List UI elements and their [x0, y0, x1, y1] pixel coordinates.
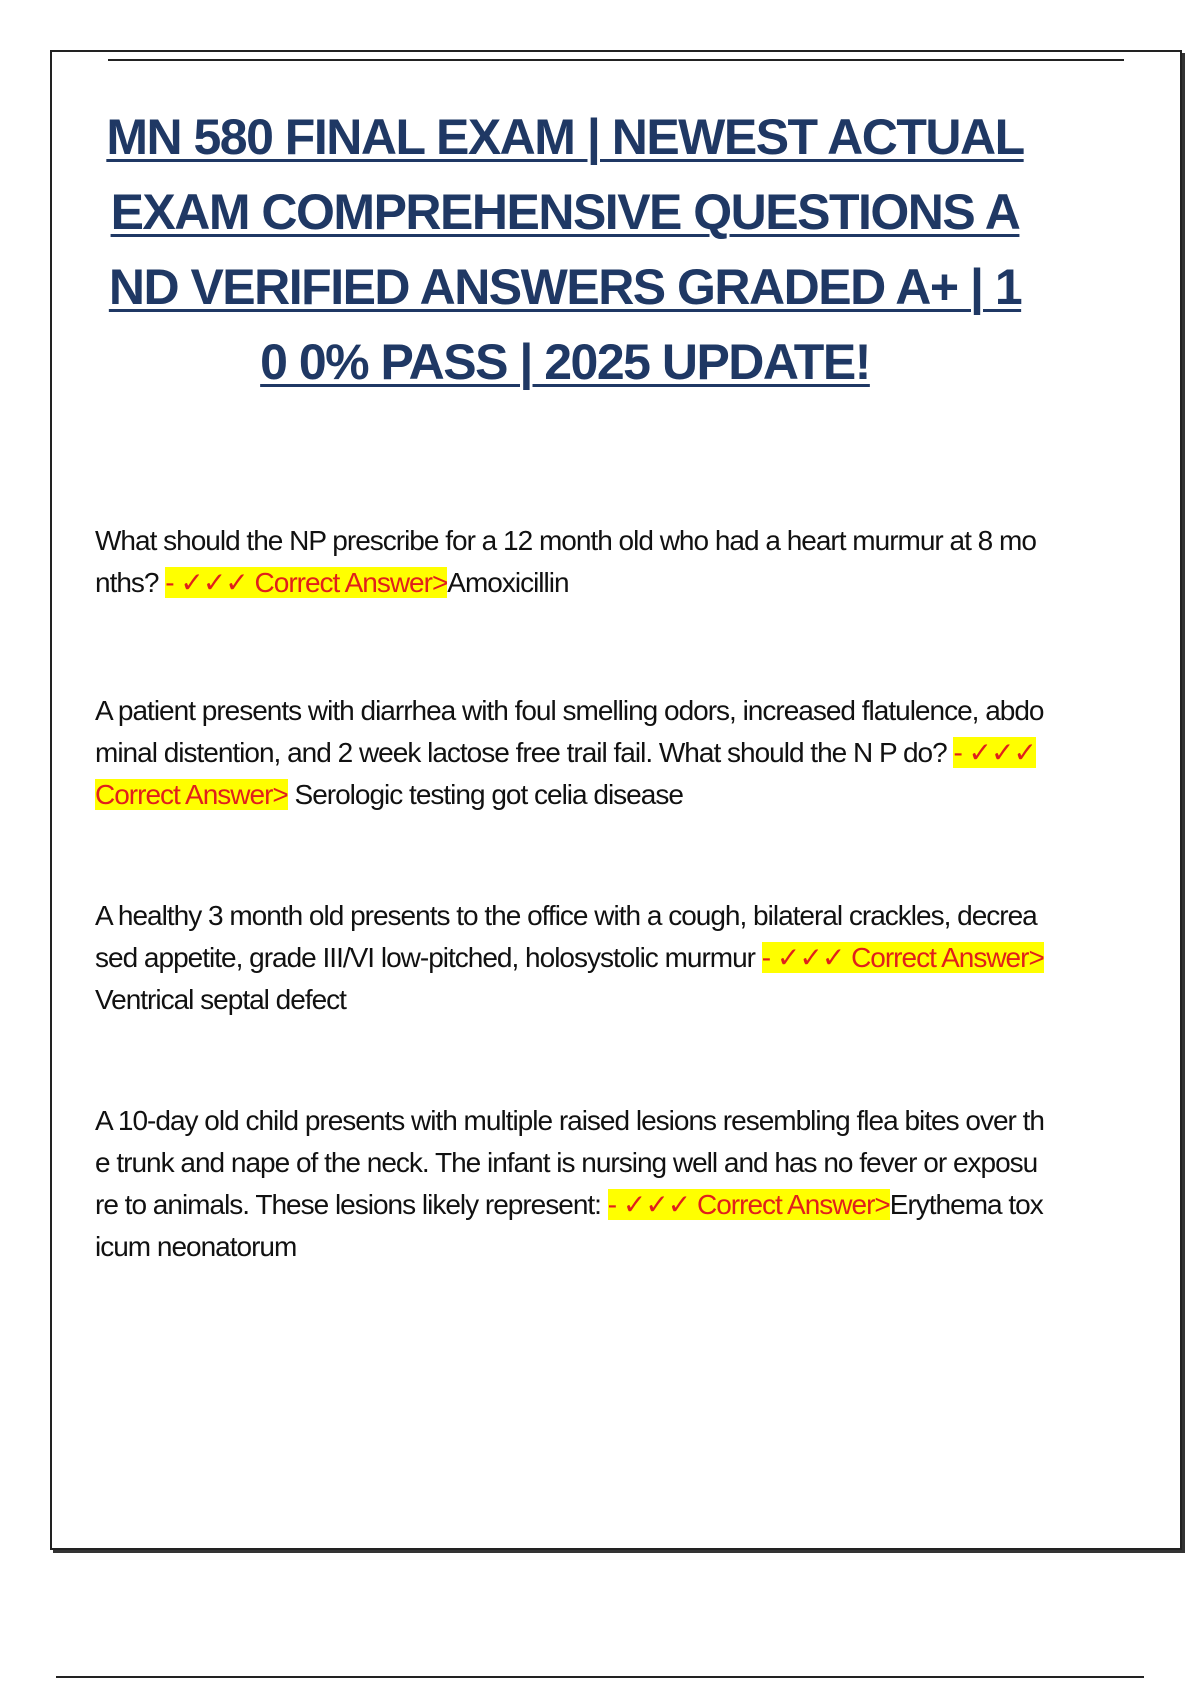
question-text: What should the NP prescribe for a 12 month old who had a heart murmur at 8 months? [95, 525, 1036, 598]
qa-item-2 [95, 690, 1045, 816]
qa-item-1 [95, 520, 1045, 604]
question-text: A patient presents with diarrhea with foul smelling odors, increased flatulence, abdominal distention, and 2 week lactose free trail fail. What should the N P do? [95, 695, 1044, 768]
qa-item-4 [95, 1100, 1045, 1268]
answer-text: Erythema toxicum neonatorum [95, 1189, 1043, 1262]
answer-text: Amoxicillin [447, 567, 569, 598]
question-text: A healthy 3 month old presents to the office with a cough, bilateral crackles, decreased appetite, grade III/VI low-pitched, holosystolic murmur [95, 900, 1037, 973]
document-title: MN 580 FINAL EXAM | NEWEST ACTUAL EXAM COMPREHENSIVE QUESTIONS A ND VERIFIED ANSWERS GRADED A+ | 10 0% PASS | 2025 UPDATE! [106, 109, 1024, 390]
top-rule [108, 59, 1124, 61]
correct-answer-marker: - ✓✓✓ Correct Answer> [607, 1189, 890, 1220]
question-text: A 10-day old child presents with multiple raised lesions resembling flea bites over the trunk and nape of the neck. The infant is nursing well and has no fever or exposure to animals. These lesions likely represent: [95, 1105, 1044, 1220]
correct-answer-marker: - ✓✓✓ Correct Answer> [95, 737, 1036, 810]
qa-item-3 [95, 895, 1045, 1021]
bottom-rule [56, 1676, 1144, 1678]
correct-answer-marker: - ✓✓✓ Correct Answer> [165, 567, 448, 598]
answer-text: Ventrical septal defect [95, 984, 346, 1015]
correct-answer-marker: - ✓✓✓ Correct Answer> [761, 942, 1044, 973]
answer-text: Serologic testing got celia disease [287, 779, 683, 810]
